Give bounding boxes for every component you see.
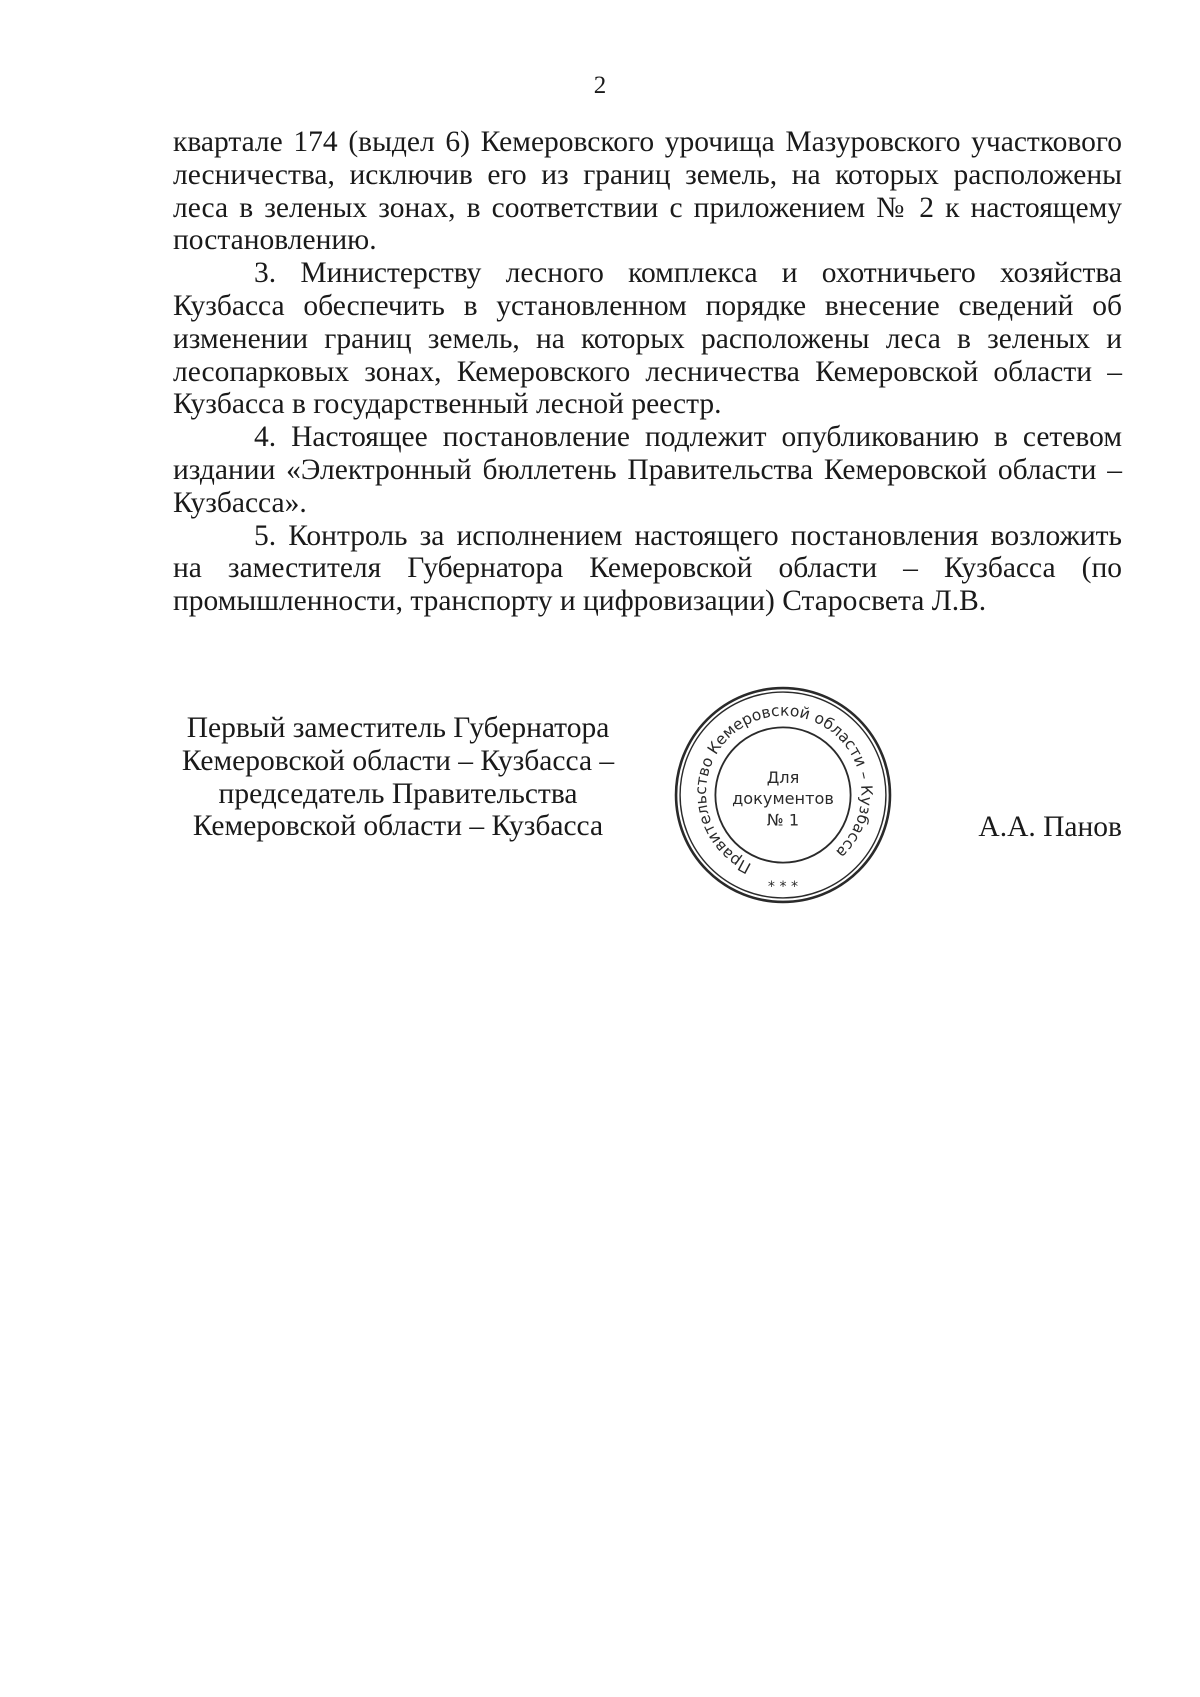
seal-ring-text: Правительство Кемеровской области – Кузбасса — [690, 700, 877, 878]
paragraph-5: 5. Контроль за исполнением настоящего постановления возложить на заместителя Губернатора Кемеровской области – Кузбасса (по промышленности, транспорту и цифровизации) Старосвета Л.В. — [173, 519, 1122, 618]
signatory-title-line: Кемеровской области – Кузбасса — [192, 810, 604, 843]
page-number: 2 — [593, 72, 607, 99]
paragraph-continuation: квартале 174 (выдел 6) Кемеровского урочища Мазуровского участкового лесничества, исключив его из границ земель, на которых расположены леса в зеленых зонах, в соответствии с приложением № 2 к настоящему постановлению. — [173, 126, 1122, 257]
signatory-title-line: Кемеровской области – Кузбасса – — [181, 744, 615, 777]
paragraph-3: 3. Министерству лесного комплекса и охотничьего хозяйства Кузбасса обеспечить в установленном порядке внесение сведений об изменении границ земель, на которых расположены леса в зеленых и лесопарковых зонах, Кемеровского лесничества Кемеровской области – Кузбасса в государственный лесной реестр. — [173, 257, 1122, 421]
signatory-title — [178, 712, 618, 843]
seal-center-line: Для — [766, 767, 800, 787]
seal-center-line: документов — [732, 789, 834, 809]
official-seal — [672, 684, 894, 906]
signatory-title-line: Первый заместитель Губернатора — [186, 712, 610, 744]
signatory-name: А.А. Панов — [978, 811, 1122, 843]
document-body — [173, 126, 1122, 618]
seal-center-line: № 1 — [766, 810, 800, 830]
signatory-title-line: председатель Правительства — [218, 777, 578, 810]
seal-stars: * * * — [767, 878, 799, 895]
paragraph-4: 4. Настоящее постановление подлежит опубликованию в сетевом издании «Электронный бюллетень Правительства Кемеровской области – Кузбасса». — [173, 421, 1122, 519]
